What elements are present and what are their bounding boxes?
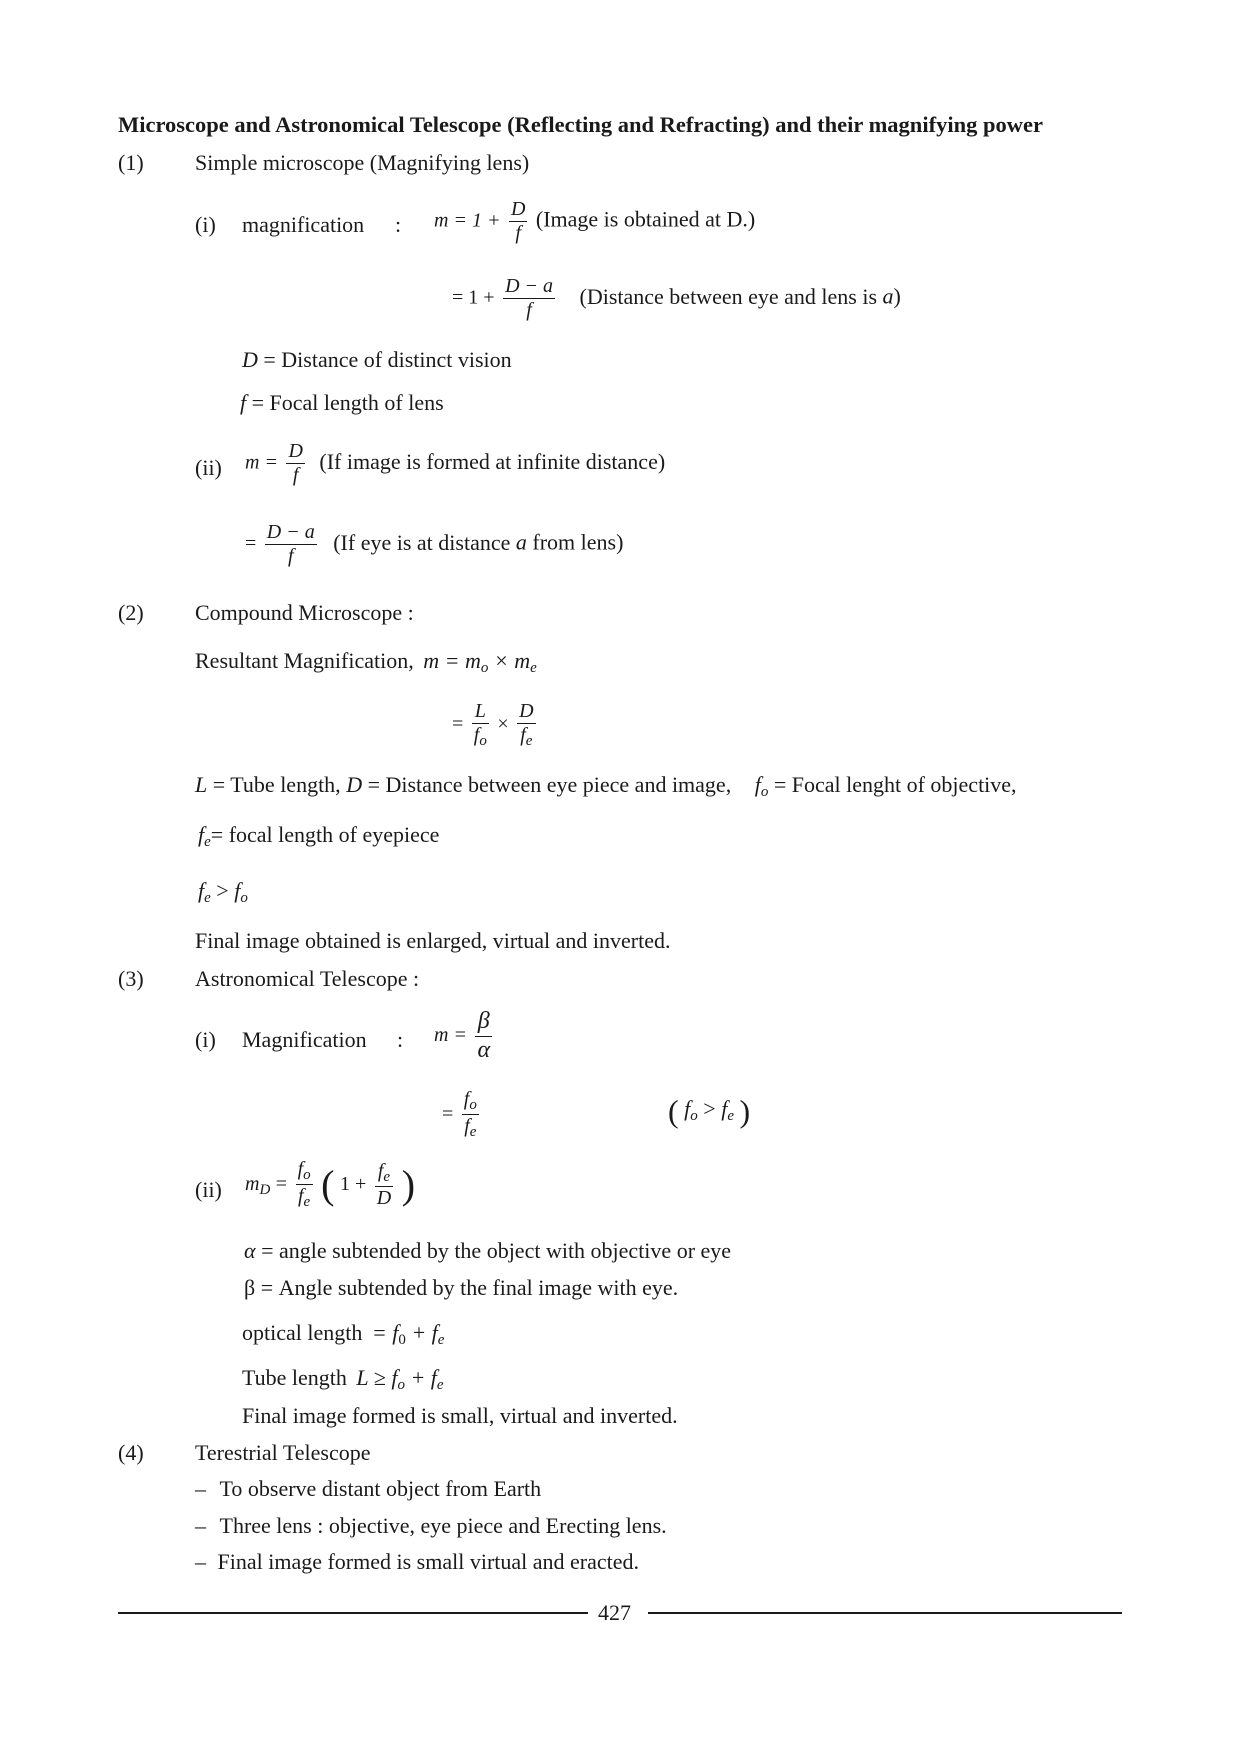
s1-eq4-den: f <box>287 545 294 567</box>
s2-eq-eq: = <box>452 713 464 736</box>
s3-cond-a: f <box>684 1096 691 1122</box>
s1-eq4-note-var: a <box>515 529 527 555</box>
s3-eq2 <box>442 1088 482 1142</box>
s1-eq1-lhs: m = 1 + <box>434 209 501 232</box>
s3-eq2-num: f <box>463 1088 470 1110</box>
s2-ineq-a-sub: e <box>204 890 211 906</box>
s2-eq-fraction-1 <box>472 700 489 750</box>
s3-eq1-lhs: m = <box>434 1024 467 1047</box>
s1-i-colon: : <box>395 212 402 237</box>
s3-eq3-lhs-sub: D <box>259 1181 271 1198</box>
s1-eq4-fraction <box>265 521 317 568</box>
s2-eq <box>452 700 539 750</box>
s1-def-f <box>240 390 444 416</box>
s3-beta-var: β <box>244 1275 256 1300</box>
s3-eq3-lparen: ( <box>321 1161 335 1207</box>
s4-bullet-3-text: Final image formed is small virtual and eracted. <box>217 1549 640 1574</box>
s3-tube-sub: o <box>397 1377 405 1393</box>
s1-eq2-lhs: = 1 + <box>452 286 495 309</box>
s3-eq2-fraction <box>462 1088 479 1142</box>
s4-bullet-1-text: To observe distant object from Earth <box>219 1476 542 1501</box>
s2-defs-line <box>195 772 1017 801</box>
s1-eq2-note: (Distance between eye and lens is <box>579 283 878 309</box>
s1-eq3-note: (If image is formed at infinite distance) <box>319 448 666 474</box>
s2-eq-times: × <box>497 713 509 736</box>
s3-eq3-num-sub: o <box>303 1167 311 1183</box>
s1-eq1 <box>434 198 755 245</box>
s3-eq2-lhs: = <box>442 1102 454 1125</box>
s3-cond-lparen: ( <box>668 1093 679 1129</box>
s1-ii-number: (ii) <box>195 455 222 480</box>
s1-eq4-note-end: from lens) <box>532 529 624 555</box>
s3-cond-b-sub: e <box>727 1108 734 1125</box>
s3-opt-sub: 0 <box>398 1332 406 1348</box>
s3-final: Final image formed is small, virtual and inverted. <box>242 1403 678 1428</box>
s3-eq1 <box>434 1008 495 1064</box>
s3-eq1-den: α <box>477 1036 491 1063</box>
s3-eq3 <box>245 1158 415 1212</box>
s3-tube-plus: + f <box>410 1365 437 1390</box>
s2-res-eq: m = m <box>423 648 481 673</box>
s2-final: Final image obtained is enlarged, virtual and inverted. <box>195 928 671 953</box>
s3-eq1-num: β <box>475 1008 492 1037</box>
s4-bullet-3 <box>195 1549 639 1575</box>
s1-eq3-den: f <box>292 464 299 486</box>
s3-tube-sub2: e <box>436 1377 444 1393</box>
s1-def-f-var: f <box>240 390 247 415</box>
section-3-title: Astronomical Telescope : <box>195 966 420 991</box>
s2-def-L-var: L <box>195 772 208 797</box>
s2-ineq-b: f <box>234 878 241 903</box>
s3-eq3-rparen: ) <box>401 1161 416 1207</box>
s1-def-D-text: = Distance of distinct vision <box>263 347 512 372</box>
s2-resultant <box>195 648 537 677</box>
s1-eq2 <box>452 275 901 322</box>
s1-eq4 <box>245 521 623 568</box>
s1-eq3-num: D <box>288 440 303 462</box>
s3-eq3-den-sub: e <box>303 1194 311 1211</box>
s1-eq4-num: D − a <box>266 521 315 543</box>
s3-beta-def <box>244 1275 678 1301</box>
s3-i-label: Magnification <box>242 1027 367 1052</box>
s2-eq-den2: f <box>520 724 526 746</box>
s3-ii-number: (ii) <box>195 1177 222 1202</box>
s1-eq1-num: D <box>510 198 526 220</box>
s2-def-fo-var: f <box>754 772 761 797</box>
s1-eq4-lhs: = <box>245 532 257 555</box>
s3-eq3-iden: D <box>376 1186 392 1209</box>
s3-eq3-inner-fraction <box>375 1160 393 1210</box>
s3-eq3-eq: = <box>275 1172 288 1195</box>
s2-res-sub-e: e <box>530 660 537 676</box>
s2-res-label: Resultant Magnification, <box>195 648 414 673</box>
section-2-title: Compound Microscope : <box>195 600 414 625</box>
s3-alpha-def <box>244 1238 731 1264</box>
s3-condition <box>668 1095 750 1127</box>
s4-bullet-1-dash: – <box>195 1476 206 1501</box>
s1-eq2-note-var: a <box>882 283 894 309</box>
s3-eq3-inum: f <box>377 1159 384 1182</box>
s3-cond-b: f <box>721 1096 728 1122</box>
footer-rule-left <box>118 1612 588 1614</box>
section-4-number: (4) <box>118 1440 144 1465</box>
s2-def-fe-line <box>198 822 439 851</box>
s2-eq-num1: L <box>472 700 489 724</box>
s2-eq-den2-sub: e <box>525 733 533 749</box>
s1-eq1-den: f <box>515 222 521 244</box>
s4-bullet-2-text: Three lens : objective, eye piece and Erecting lens. <box>219 1513 667 1538</box>
s3-opt-eq: = f <box>371 1320 399 1345</box>
page-heading: Microscope and Astronomical Telescope (Reflecting and Refracting) and their magnifying power <box>118 112 1043 137</box>
section-1-number: (1) <box>118 150 144 175</box>
s3-eq3-fraction <box>296 1158 313 1212</box>
s2-def-fe-sub: e <box>204 834 211 850</box>
s4-bullet-1 <box>195 1476 541 1502</box>
s1-eq3 <box>245 440 665 487</box>
s3-tube-length <box>242 1365 444 1394</box>
s3-tube-eq: L ≥ f <box>356 1365 398 1390</box>
s2-ineq-a: f <box>198 878 205 903</box>
s1-i-label: magnification <box>242 212 365 237</box>
s1-def-D <box>242 347 512 373</box>
s3-eq3-one: 1 + <box>339 1172 367 1195</box>
s3-eq2-den-sub: e <box>469 1124 477 1141</box>
section-3-number: (3) <box>118 966 144 991</box>
s3-opt-label: optical length <box>242 1320 363 1345</box>
s1-eq2-fraction <box>503 275 555 322</box>
s3-eq3-den: f <box>297 1185 304 1208</box>
s2-eq-fraction-2 <box>517 700 535 750</box>
s1-eq2-den: f <box>526 299 532 321</box>
s3-eq3-num: f <box>297 1158 304 1180</box>
s3-eq2-den: f <box>464 1115 470 1138</box>
s2-res-times: × m <box>493 648 531 673</box>
s3-eq1-fraction <box>475 1008 492 1064</box>
s3-tube-label: Tube length <box>242 1365 347 1390</box>
s2-inequality <box>198 878 248 907</box>
s3-eq3-lhs: m <box>245 1172 260 1195</box>
s3-opt-plus: + f <box>411 1320 438 1345</box>
s1-eq2-num: D − a <box>505 275 554 297</box>
s4-bullet-2-dash: – <box>195 1513 206 1538</box>
s3-i-number: (i) <box>195 1027 216 1052</box>
section-1-title: Simple microscope (Magnifying lens) <box>195 150 530 175</box>
s2-eq-den1-sub: o <box>479 733 487 749</box>
s1-def-D-var: D <box>242 347 258 372</box>
s2-def-D: = Distance between eye piece and image, <box>367 772 732 797</box>
footer-rule-right <box>648 1612 1122 1614</box>
section-2-number: (2) <box>118 600 144 625</box>
s1-eq2-note-end: ) <box>893 283 901 309</box>
s2-def-fo: = Focal lenght of objective, <box>773 772 1017 797</box>
s4-bullet-2 <box>195 1513 667 1539</box>
s1-eq3-lhs: m = <box>245 451 278 474</box>
s3-eq2-num-sub: o <box>469 1097 477 1113</box>
s3-cond-rparen: ) <box>739 1093 751 1129</box>
s1-eq3-fraction <box>286 440 304 487</box>
s2-def-fe: = focal length of eyepiece <box>210 822 440 847</box>
s2-def-fo-sub: o <box>760 784 769 800</box>
s1-eq4-note: (If eye is at distance <box>333 529 511 555</box>
s3-opt-sub2: e <box>437 1332 445 1348</box>
s2-res-sub-o: o <box>480 660 489 676</box>
s3-i-colon: : <box>397 1027 404 1052</box>
s1-eq1-fraction <box>509 198 527 245</box>
section-4-title: Terestrial Telescope <box>195 1440 371 1465</box>
s2-eq-num2: D <box>519 700 534 722</box>
s3-alpha-text: = angle subtended by the object with objective or eye <box>261 1238 732 1263</box>
s2-def-D-var: D <box>346 772 363 797</box>
s3-cond-a-sub: o <box>690 1108 698 1125</box>
s2-def-fe-var: f <box>198 822 205 847</box>
s1-i-number: (i) <box>195 212 216 237</box>
s3-alpha-var: α <box>244 1238 256 1263</box>
s3-eq3-inum-sub: e <box>383 1168 391 1185</box>
s3-cond-op: > <box>703 1096 716 1122</box>
s2-def-L: = Tube length, <box>212 772 341 797</box>
s3-beta-text: = Angle subtended by the final image with eye. <box>260 1275 679 1300</box>
page-number: 427 <box>598 1600 631 1625</box>
s1-eq1-note: (Image is obtained at D.) <box>535 206 756 232</box>
s1-def-f-text: = Focal length of lens <box>251 390 444 415</box>
s2-eq-den1: f <box>473 724 480 746</box>
s4-bullet-3-dash: – <box>195 1549 206 1574</box>
s3-optical-length <box>242 1320 444 1349</box>
s2-ineq-op: > <box>216 878 229 903</box>
s2-ineq-b-sub: o <box>240 890 248 906</box>
